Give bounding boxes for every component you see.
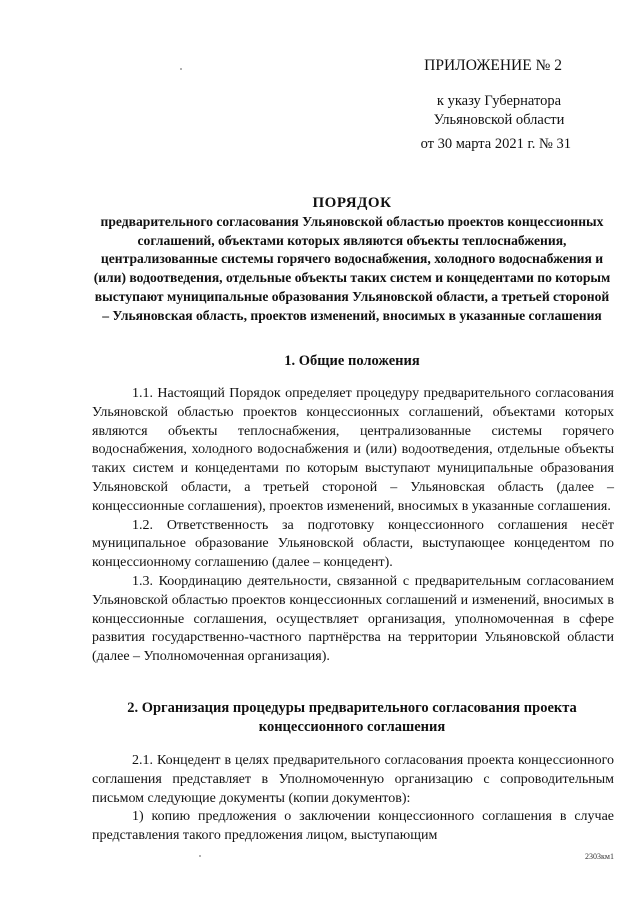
document-subtitle: предварительного согласования Ульяновской областью проектов концессионных соглашений, объектами которых являются объекты теплоснабжения, централизованные системы горячего водоснабжения, холодного водоснабжения и (или) водоотведения, отдельные объекты таких систем и концедентами по которым выступают муниципальные образования Ульяновской области, а третьей стороной – Ульяновская область, проектов изменений, вносимых в указанные соглашения [93, 214, 611, 323]
decree-line: Ульяновской области [433, 112, 565, 128]
decree-date: от 30 марта 2021 г. № 31 [420, 136, 571, 152]
paragraph-2-1-item-1: 1) копию предложения о заключении концессионного соглашения в случае представления такого предложения лицом, выступающим [92, 809, 614, 844]
section-1-body [92, 385, 614, 667]
section-2-body [92, 752, 614, 846]
paragraph-2-1: 2.1. Концедент в целях предварительного согласования проекта концессионного соглашения представляет в Уполномоченную организацию с сопроводительным письмом следующие документы (копии документов): [92, 753, 614, 806]
document-code: 2303км1 [585, 852, 614, 861]
paragraph-1-1: 1.1. Настоящий Порядок определяет процедуру предварительного согласования Ульяновской областью проектов концессионных соглашений, объектами которых являются объекты теплоснабжения, централизованные системы горячего водоснабжения, холодного водоснабжения и (или) водоотведения, отдельные объекты таких систем и концедентами по которым выступают муниципальные образования Ульяновской области, а третьей стороной – Ульяновская область (далее – концессионные соглашения), проектов изменений, вносимых в указанные соглашения. [92, 386, 614, 514]
section-1-heading: 1. Общие положения [284, 353, 420, 369]
document-title: ПОРЯДОК [312, 195, 392, 211]
paragraph-1-2: 1.2. Ответственность за подготовку концессионного соглашения несёт муниципальное образование Ульяновской области, выступающее концедентом по концессионному соглашению (далее – концедент). [92, 517, 614, 571]
scan-speck [180, 68, 182, 70]
decree-reference [424, 92, 574, 130]
appendix-label: ПРИЛОЖЕНИЕ № 2 [424, 57, 562, 74]
scan-speck [199, 855, 201, 857]
decree-line: к указу Губернатора [436, 93, 562, 109]
paragraph-1-3: 1.3. Координацию деятельности, связанной с предварительным согласованием Ульяновской областью проектов концессионных соглашений и изменений, вносимых в концессионные соглашения, осуществляет организация, уполномоченная в сфере развития государственно-частного партнёрства на территории Ульяновской области (далее – Уполномоченная организация). [92, 573, 614, 665]
section-2-heading: 2. Организация процедуры предварительного согласования проекта концессионного соглашения [127, 700, 577, 735]
